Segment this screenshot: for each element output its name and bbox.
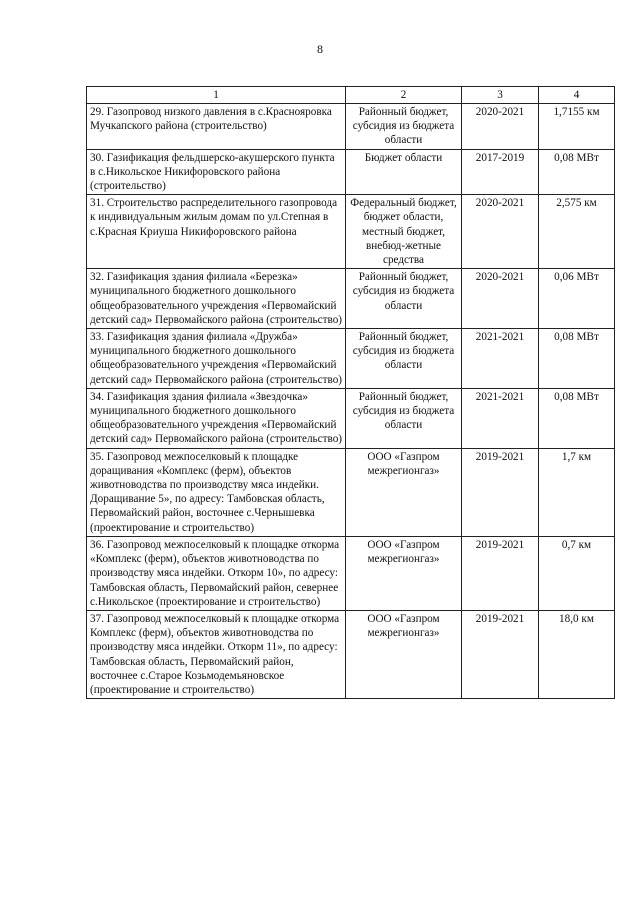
table-row — [87, 104, 615, 150]
funding-source-cell: Районный бюджет, субсидия из бюджета области — [346, 104, 462, 150]
capacity-cell: 0,06 МВт — [539, 269, 615, 329]
funding-source-cell: ООО «Газпром межрегионгаз» — [346, 610, 462, 698]
capacity-cell: 0,7 км — [539, 536, 615, 610]
table-row — [87, 536, 615, 610]
capacity-cell: 2,575 км — [539, 195, 615, 269]
period-cell: 2019-2021 — [462, 536, 539, 610]
project-name-cell: 37. Газопровод межпоселковый к площадке откорма Комплекс (ферм), объектов животноводства по производству мяса индейки. Откорм 11», по адресу: Тамбовская область, Первомайский район, восточнее с.Старое Козьмодемьяновское (проектирование и строительство) — [87, 610, 346, 698]
project-name-cell: 29. Газопровод низкого давления в с.Краснояровка Мучкапского района (строительство) — [87, 104, 346, 150]
projects-table — [86, 86, 615, 699]
project-name-cell: 31. Строительство распределительного газопровода к индивидуальным жилым домам по ул.Степная в с.Красная Криуша Никифоровского района — [87, 195, 346, 269]
funding-source-cell: ООО «Газпром межрегионгаз» — [346, 536, 462, 610]
period-cell: 2021-2021 — [462, 329, 539, 389]
period-cell: 2019-2021 — [462, 448, 539, 536]
project-name-cell: 34. Газификация здания филиала «Звездочка» муниципального бюджетного дошкольного общеобразовательного учреждения «Первомайский детский сад» Первомайского района (строительство) — [87, 388, 346, 448]
project-name-cell: 36. Газопровод межпоселковый к площадке откорма «Комплекс (ферм), объектов животноводства по производству мяса индейки. Откорм 10», по адресу: Тамбовская область, Первомайский район, севернее с.Никольское (проектирование и строительство) — [87, 536, 346, 610]
funding-source-cell: Районный бюджет, субсидия из бюджета области — [346, 388, 462, 448]
project-name-cell: 32. Газификация здания филиала «Березка» муниципального бюджетного дошкольного общеобразовательного учреждения «Первомайский детский сад» Первомайского района (строительство) — [87, 269, 346, 329]
project-name-cell: 30. Газификация фельдшерско-акушерского пункта в с.Никольское Никифоровского района (строительство) — [87, 149, 346, 195]
project-name-cell: 35. Газопровод межпоселковый к площадке доращивания «Комплекс (ферм), объектов животноводства по производству мяса индейки. Доращивание 5», по адресу: Тамбовская область, Первомайский район, восточнее с.Чернышевка (проектирование и строительство) — [87, 448, 346, 536]
capacity-cell: 1,7155 км — [539, 104, 615, 150]
funding-source-cell: ООО «Газпром межрегионгаз» — [346, 448, 462, 536]
period-cell: 2020-2021 — [462, 195, 539, 269]
funding-source-cell: Районный бюджет, субсидия из бюджета области — [346, 329, 462, 389]
table-row — [87, 388, 615, 448]
capacity-cell: 18,0 км — [539, 610, 615, 698]
period-cell: 2017-2019 — [462, 149, 539, 195]
column-header: 4 — [539, 87, 615, 104]
table-row — [87, 149, 615, 195]
funding-source-cell: Бюджет области — [346, 149, 462, 195]
page-number: 8 — [317, 42, 323, 56]
funding-source-cell: Районный бюджет, субсидия из бюджета области — [346, 269, 462, 329]
column-header: 3 — [462, 87, 539, 104]
capacity-cell: 1,7 км — [539, 448, 615, 536]
table-row — [87, 195, 615, 269]
column-header: 1 — [87, 87, 346, 104]
period-cell: 2020-2021 — [462, 104, 539, 150]
period-cell: 2019-2021 — [462, 610, 539, 698]
table-header-row — [87, 87, 615, 104]
column-header: 2 — [346, 87, 462, 104]
project-name-cell: 33. Газификация здания филиала «Дружба» муниципального бюджетного дошкольного общеобразовательного учреждения «Первомайский детский сад» Первомайского района (строительство) — [87, 329, 346, 389]
period-cell: 2021-2021 — [462, 388, 539, 448]
table-row — [87, 329, 615, 389]
capacity-cell: 0,08 МВт — [539, 388, 615, 448]
table-row — [87, 610, 615, 698]
table-row — [87, 448, 615, 536]
table-row — [87, 269, 615, 329]
funding-source-cell: Федеральный бюджет, бюджет области, местный бюджет, внебюд-жетные средства — [346, 195, 462, 269]
period-cell: 2020-2021 — [462, 269, 539, 329]
capacity-cell: 0,08 МВт — [539, 329, 615, 389]
capacity-cell: 0,08 МВт — [539, 149, 615, 195]
